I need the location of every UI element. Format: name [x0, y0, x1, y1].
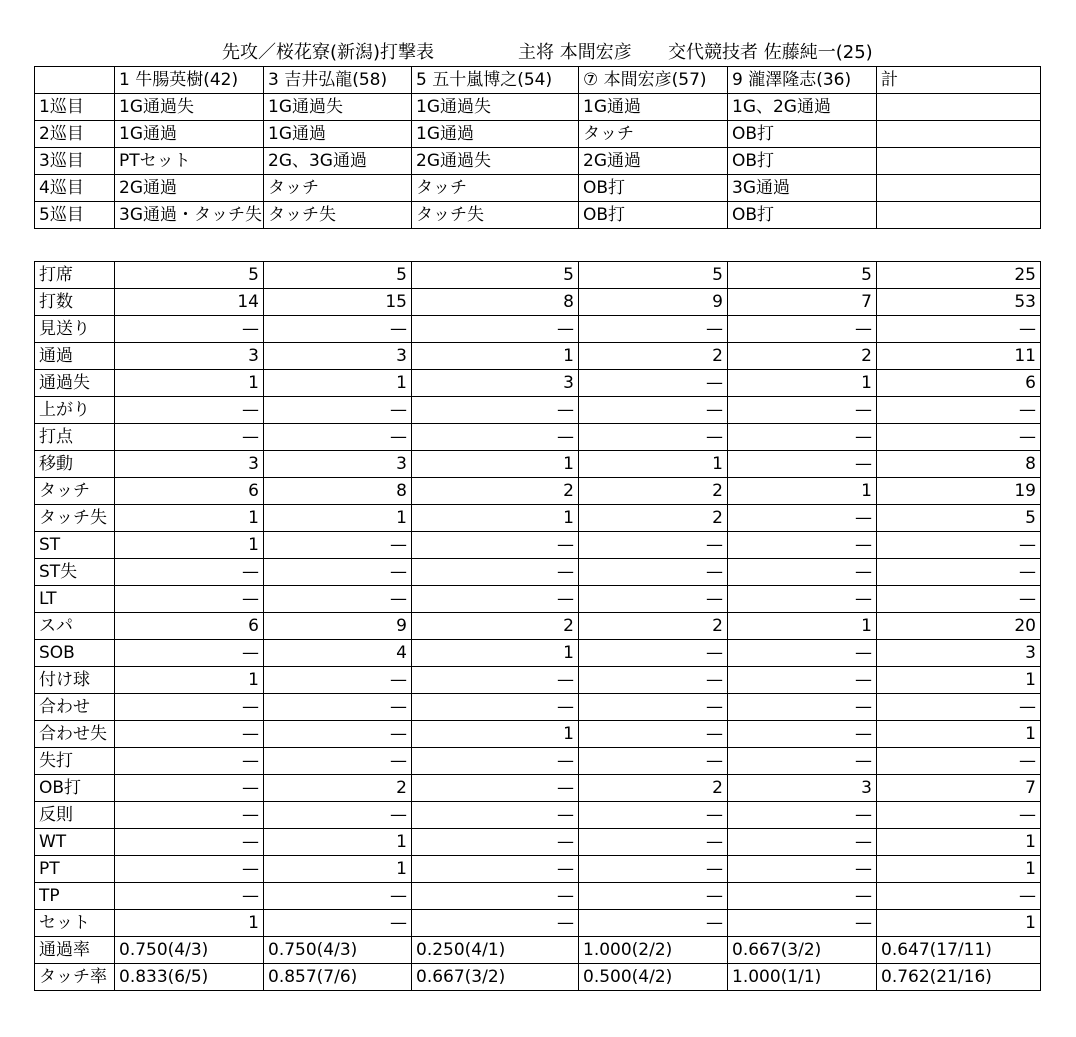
player-header-cell: 3 吉井弘龍(58): [264, 67, 412, 94]
stat-value: 1: [877, 721, 1041, 748]
round-cell: 1G通過: [412, 121, 579, 148]
stat-row: [35, 397, 1041, 424]
rate-value: 0.667(3/2): [728, 937, 877, 964]
stat-value: —: [115, 775, 264, 802]
stat-row: [35, 829, 1041, 856]
rate-row: [35, 937, 1041, 964]
round-cell: 2G、3G通過: [264, 148, 412, 175]
stat-value: —: [579, 856, 728, 883]
stat-value: 1: [877, 829, 1041, 856]
stat-value: —: [115, 694, 264, 721]
stat-value: —: [579, 424, 728, 451]
sheet-header: [34, 40, 1040, 66]
stat-value: 19: [877, 478, 1041, 505]
stat-value: —: [728, 640, 877, 667]
stat-value: —: [115, 856, 264, 883]
stat-row: [35, 343, 1041, 370]
stat-value: 3: [412, 370, 579, 397]
stat-value: 5: [579, 262, 728, 289]
stat-label: 見送り: [35, 316, 115, 343]
round-row: [35, 148, 1041, 175]
stat-value: —: [115, 640, 264, 667]
stat-value: —: [412, 316, 579, 343]
stat-label: セット: [35, 910, 115, 937]
stat-label: 打点: [35, 424, 115, 451]
round-cell: OB打: [728, 202, 877, 229]
stat-value: 8: [264, 478, 412, 505]
stat-label: 通過失: [35, 370, 115, 397]
stat-value: 3: [264, 451, 412, 478]
stat-value: —: [412, 883, 579, 910]
stat-value: 3: [115, 343, 264, 370]
stat-value: —: [115, 802, 264, 829]
stat-value: —: [877, 883, 1041, 910]
round-label: 4巡目: [35, 175, 115, 202]
stat-value: —: [412, 586, 579, 613]
stat-value: 4: [264, 640, 412, 667]
stat-value: 14: [115, 289, 264, 316]
stat-value: 1: [728, 370, 877, 397]
round-cell: タッチ失: [264, 202, 412, 229]
stat-value: 3: [877, 640, 1041, 667]
round-cell: 2G通過: [579, 148, 728, 175]
round-cell: 1G通過失: [264, 94, 412, 121]
stat-value: 8: [877, 451, 1041, 478]
stat-value: —: [412, 532, 579, 559]
stat-row: [35, 856, 1041, 883]
stat-value: 2: [264, 775, 412, 802]
round-row: [35, 175, 1041, 202]
stat-label: 合わせ: [35, 694, 115, 721]
stat-value: —: [728, 532, 877, 559]
stat-value: 1: [115, 910, 264, 937]
stat-value: —: [264, 586, 412, 613]
stat-row: [35, 478, 1041, 505]
stat-value: —: [264, 721, 412, 748]
stat-label: 失打: [35, 748, 115, 775]
stat-row: [35, 613, 1041, 640]
round-cell: OB打: [728, 148, 877, 175]
stat-value: —: [579, 586, 728, 613]
stat-value: —: [728, 316, 877, 343]
stat-row: [35, 721, 1041, 748]
stat-value: —: [264, 883, 412, 910]
stat-value: 2: [579, 775, 728, 802]
stat-value: —: [728, 559, 877, 586]
stat-value: —: [115, 721, 264, 748]
substitute-label: 交代競技者 佐藤純一(25): [668, 42, 873, 63]
stat-row: [35, 532, 1041, 559]
round-cell: タッチ: [579, 121, 728, 148]
stat-value: 1: [115, 370, 264, 397]
stat-value: —: [579, 748, 728, 775]
stat-value: —: [115, 424, 264, 451]
stat-value: —: [115, 316, 264, 343]
round-row: [35, 202, 1041, 229]
round-cell: 1G、2G通過: [728, 94, 877, 121]
stat-row: [35, 451, 1041, 478]
stat-value: 7: [877, 775, 1041, 802]
stat-value: 6: [877, 370, 1041, 397]
stat-label: PT: [35, 856, 115, 883]
stat-value: —: [264, 667, 412, 694]
stat-value: 53: [877, 289, 1041, 316]
rate-value: 0.857(7/6): [264, 964, 412, 991]
stat-row: [35, 586, 1041, 613]
stat-value: —: [264, 802, 412, 829]
stat-value: 15: [264, 289, 412, 316]
stat-label: 上がり: [35, 397, 115, 424]
stat-value: 2: [728, 343, 877, 370]
rate-value: 0.750(4/3): [115, 937, 264, 964]
stat-label: 通過: [35, 343, 115, 370]
stat-label: LT: [35, 586, 115, 613]
round-label: 3巡目: [35, 148, 115, 175]
stat-value: —: [579, 370, 728, 397]
stat-row: [35, 694, 1041, 721]
stat-value: 11: [877, 343, 1041, 370]
round-cell: 3G通過・タッチ失: [115, 202, 264, 229]
round-cell: 3G通過: [728, 175, 877, 202]
stat-label: SOB: [35, 640, 115, 667]
stat-value: —: [264, 424, 412, 451]
stat-value: 2: [579, 343, 728, 370]
stat-value: —: [115, 748, 264, 775]
stat-value: 5: [412, 262, 579, 289]
stat-value: —: [579, 397, 728, 424]
rate-value: 0.762(21/16): [877, 964, 1041, 991]
stat-value: 1: [579, 451, 728, 478]
round-cell: 1G通過失: [115, 94, 264, 121]
round-cell: 2G通過: [115, 175, 264, 202]
stat-value: —: [115, 829, 264, 856]
round-cell: [877, 121, 1041, 148]
stats-table: [34, 261, 1041, 991]
stat-value: —: [877, 397, 1041, 424]
stat-value: —: [579, 640, 728, 667]
stat-value: —: [264, 694, 412, 721]
stat-value: 2: [412, 478, 579, 505]
stat-value: 1: [728, 613, 877, 640]
rate-value: 0.833(6/5): [115, 964, 264, 991]
stat-label: スパ: [35, 613, 115, 640]
stat-row: [35, 802, 1041, 829]
stat-value: —: [877, 559, 1041, 586]
stat-row: [35, 883, 1041, 910]
stat-value: 8: [412, 289, 579, 316]
round-label: 5巡目: [35, 202, 115, 229]
stat-value: —: [877, 586, 1041, 613]
round-cell: OB打: [579, 202, 728, 229]
stat-value: —: [115, 586, 264, 613]
stat-value: 20: [877, 613, 1041, 640]
stat-value: 2: [579, 478, 728, 505]
captain-label: 主将 本間宏彦: [518, 42, 632, 63]
stat-row: [35, 289, 1041, 316]
stat-row: [35, 316, 1041, 343]
round-cell: [877, 175, 1041, 202]
stat-row: [35, 910, 1041, 937]
round-cell: [877, 202, 1041, 229]
stat-row: [35, 667, 1041, 694]
stat-label: ST: [35, 532, 115, 559]
stat-value: 1: [264, 856, 412, 883]
stat-label: ST失: [35, 559, 115, 586]
stat-label: TP: [35, 883, 115, 910]
stat-label: タッチ失: [35, 505, 115, 532]
player-header-cell: 1 牛腸英樹(42): [115, 67, 264, 94]
stat-value: —: [728, 451, 877, 478]
round-cell: タッチ: [412, 175, 579, 202]
stat-value: —: [877, 316, 1041, 343]
rounds-table: [34, 66, 1041, 229]
stat-label: WT: [35, 829, 115, 856]
stat-value: —: [877, 748, 1041, 775]
player-header-cell: 計: [877, 67, 1041, 94]
stat-value: 1: [412, 343, 579, 370]
rate-label: タッチ率: [35, 964, 115, 991]
stat-value: —: [264, 748, 412, 775]
round-cell: [877, 94, 1041, 121]
stat-value: —: [264, 910, 412, 937]
stat-value: —: [728, 856, 877, 883]
stat-row: [35, 424, 1041, 451]
stat-value: 5: [264, 262, 412, 289]
rate-value: 0.500(4/2): [579, 964, 728, 991]
stat-value: —: [728, 829, 877, 856]
stat-value: —: [579, 559, 728, 586]
stat-value: 3: [264, 343, 412, 370]
stat-value: —: [877, 802, 1041, 829]
stat-value: —: [728, 424, 877, 451]
round-label: 2巡目: [35, 121, 115, 148]
stat-value: —: [264, 559, 412, 586]
round-cell: OB打: [579, 175, 728, 202]
rate-value: 1.000(1/1): [728, 964, 877, 991]
stat-value: 1: [728, 478, 877, 505]
stat-value: —: [579, 667, 728, 694]
stat-value: —: [579, 883, 728, 910]
round-cell: 1G通過: [115, 121, 264, 148]
corner-cell: [35, 67, 115, 94]
stat-value: 1: [115, 667, 264, 694]
stat-value: —: [412, 424, 579, 451]
stat-label: 打数: [35, 289, 115, 316]
stat-value: —: [728, 748, 877, 775]
stat-value: —: [579, 829, 728, 856]
stat-value: —: [412, 748, 579, 775]
stat-value: —: [412, 775, 579, 802]
stat-value: 1: [877, 856, 1041, 883]
stat-value: 5: [877, 505, 1041, 532]
round-row: [35, 121, 1041, 148]
rate-value: 0.647(17/11): [877, 937, 1041, 964]
round-cell: PTセット: [115, 148, 264, 175]
stat-value: —: [579, 532, 728, 559]
stat-label: OB打: [35, 775, 115, 802]
stat-value: 2: [412, 613, 579, 640]
stat-row: [35, 505, 1041, 532]
stat-row: [35, 262, 1041, 289]
round-cell: OB打: [728, 121, 877, 148]
stat-value: 25: [877, 262, 1041, 289]
rate-label: 通過率: [35, 937, 115, 964]
stat-value: —: [579, 694, 728, 721]
stat-value: 9: [264, 613, 412, 640]
round-cell: [877, 148, 1041, 175]
stat-value: 1: [877, 667, 1041, 694]
rate-value: 1.000(2/2): [579, 937, 728, 964]
stat-label: 打席: [35, 262, 115, 289]
player-header-cell: 5 五十嵐博之(54): [412, 67, 579, 94]
stat-value: —: [412, 397, 579, 424]
stat-value: —: [412, 910, 579, 937]
stat-value: 1: [264, 505, 412, 532]
stat-row: [35, 640, 1041, 667]
stat-value: —: [412, 856, 579, 883]
player-header-cell: ⑦ 本間宏彦(57): [579, 67, 728, 94]
stat-value: 2: [579, 613, 728, 640]
stat-value: 1: [264, 370, 412, 397]
stat-value: —: [115, 397, 264, 424]
stat-label: 合わせ失: [35, 721, 115, 748]
round-cell: 2G通過失: [412, 148, 579, 175]
stat-value: —: [728, 883, 877, 910]
stat-value: —: [264, 397, 412, 424]
stat-value: —: [412, 802, 579, 829]
stat-row: [35, 775, 1041, 802]
stat-value: 1: [115, 532, 264, 559]
stat-value: 1: [115, 505, 264, 532]
sheet-title: 先攻／桜花寮(新潟)打撃表: [222, 42, 435, 63]
stat-value: —: [728, 667, 877, 694]
stat-label: 反則: [35, 802, 115, 829]
stat-value: —: [579, 910, 728, 937]
stat-label: 付け球: [35, 667, 115, 694]
stat-value: 3: [728, 775, 877, 802]
stat-row: [35, 370, 1041, 397]
player-header-row: [35, 67, 1041, 94]
rate-value: 0.250(4/1): [412, 937, 579, 964]
stat-value: —: [264, 532, 412, 559]
stat-value: 5: [115, 262, 264, 289]
rate-value: 0.750(4/3): [264, 937, 412, 964]
rate-row: [35, 964, 1041, 991]
stat-value: 1: [412, 721, 579, 748]
stat-value: 6: [115, 478, 264, 505]
stat-value: 7: [728, 289, 877, 316]
stat-value: 3: [115, 451, 264, 478]
stat-value: —: [579, 316, 728, 343]
stat-value: —: [115, 883, 264, 910]
stat-value: —: [728, 397, 877, 424]
rate-value: 0.667(3/2): [412, 964, 579, 991]
stat-row: [35, 748, 1041, 775]
round-cell: 1G通過失: [412, 94, 579, 121]
round-cell: 1G通過: [264, 121, 412, 148]
stat-value: 1: [264, 829, 412, 856]
stat-label: 移動: [35, 451, 115, 478]
stat-value: —: [579, 721, 728, 748]
stat-value: —: [728, 694, 877, 721]
stat-value: 9: [579, 289, 728, 316]
stat-value: —: [115, 559, 264, 586]
round-row: [35, 94, 1041, 121]
stat-value: —: [412, 829, 579, 856]
stat-value: 1: [412, 451, 579, 478]
stat-value: —: [579, 802, 728, 829]
round-cell: タッチ失: [412, 202, 579, 229]
stat-row: [35, 559, 1041, 586]
stat-value: —: [877, 532, 1041, 559]
stat-value: —: [728, 586, 877, 613]
stat-value: —: [412, 559, 579, 586]
stat-value: 1: [412, 505, 579, 532]
stat-label: タッチ: [35, 478, 115, 505]
round-cell: タッチ: [264, 175, 412, 202]
stat-value: 1: [877, 910, 1041, 937]
stat-value: —: [728, 910, 877, 937]
stat-value: —: [728, 802, 877, 829]
stat-value: 5: [728, 262, 877, 289]
round-cell: 1G通過: [579, 94, 728, 121]
stat-value: 1: [412, 640, 579, 667]
stat-value: —: [728, 505, 877, 532]
player-header-cell: 9 瀧澤隆志(36): [728, 67, 877, 94]
stat-value: —: [412, 667, 579, 694]
round-label: 1巡目: [35, 94, 115, 121]
stat-value: 2: [579, 505, 728, 532]
stat-value: —: [412, 694, 579, 721]
stat-value: —: [877, 424, 1041, 451]
stat-value: —: [877, 694, 1041, 721]
stat-value: 6: [115, 613, 264, 640]
stat-value: —: [264, 316, 412, 343]
stat-value: —: [728, 721, 877, 748]
